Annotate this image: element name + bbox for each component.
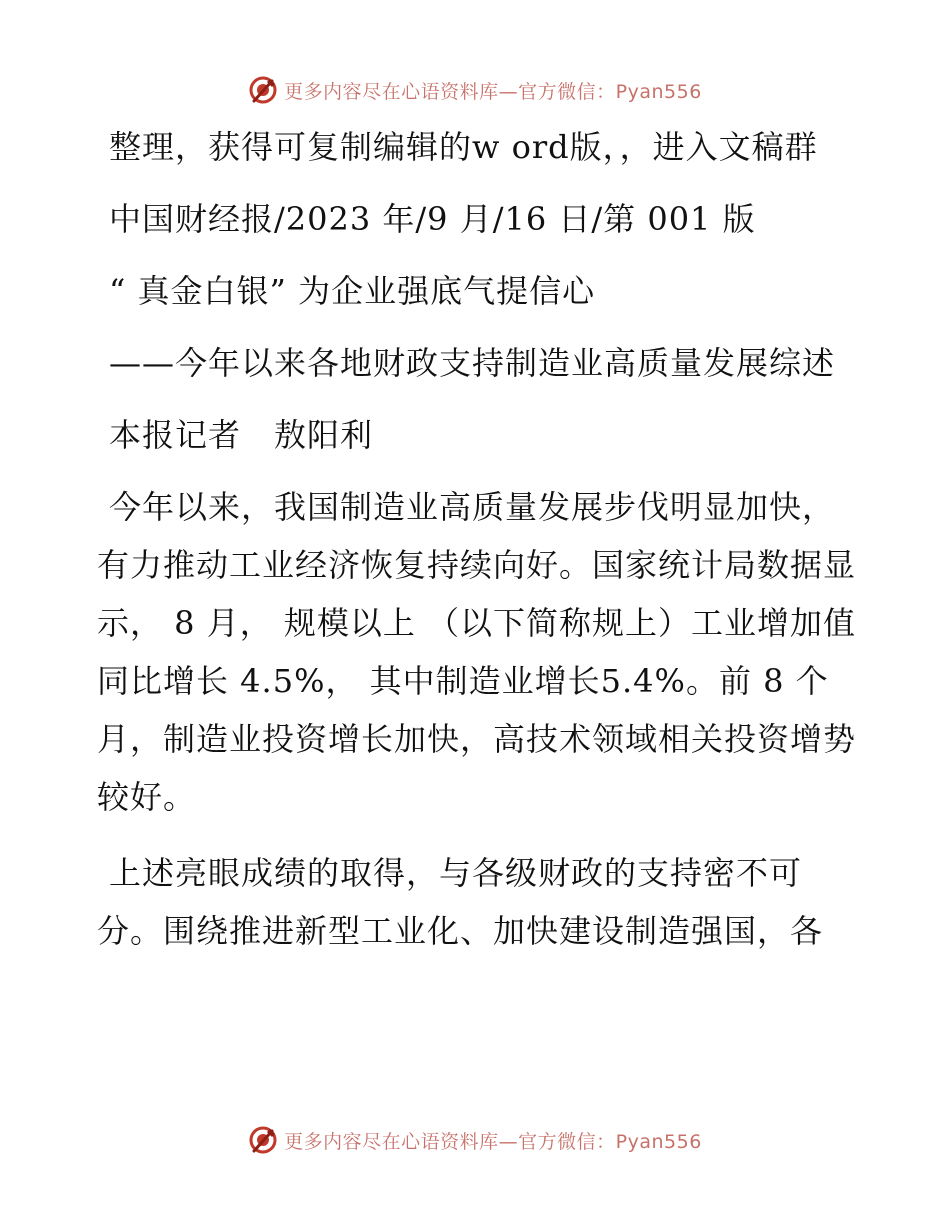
pen-logo-icon: [248, 75, 278, 105]
body-paragraph: 今年以来，我国制造业高质量发展步伐明显加快，有力推动工业经济恢复持续向好。国家统计局数据显示， 8 月， 规模以上 （以下简称规上）工业增加值同比增长 4.5%， 其中制造业增长5.4%。前 8 个月，制造业投资增长加快，高技术领域相关投资增势较好。: [97, 488, 857, 816]
byline: 本报记者 敖阳利: [109, 416, 374, 454]
body-paragraph: 上述亮眼成绩的取得，与各级财政的支持密不可分。围绕推进新型工业化、加快建设制造强国，各: [97, 854, 824, 950]
watermark-banner-top: [0, 70, 950, 110]
watermark-text: 更多内容尽在心语资料库—官方微信：Pyan556: [284, 1130, 702, 1153]
watermark-banner-bottom: [0, 1120, 950, 1160]
watermark-text: 更多内容尽在心语资料库—官方微信：Pyan556: [284, 80, 702, 103]
intro-line: 整理，获得可复制编辑的w ord版，，进入文稿群: [109, 128, 818, 166]
source-line: 中国财经报/2023 年/9 月/16 日/第 001 版: [109, 200, 756, 238]
subheadline: ——今年以来各地财政支持制造业高质量发展综述: [109, 344, 836, 382]
headline: “ 真金白银” 为企业强底气提信心: [109, 272, 596, 310]
document-body: [97, 118, 857, 960]
pen-logo-icon: [248, 1125, 278, 1155]
